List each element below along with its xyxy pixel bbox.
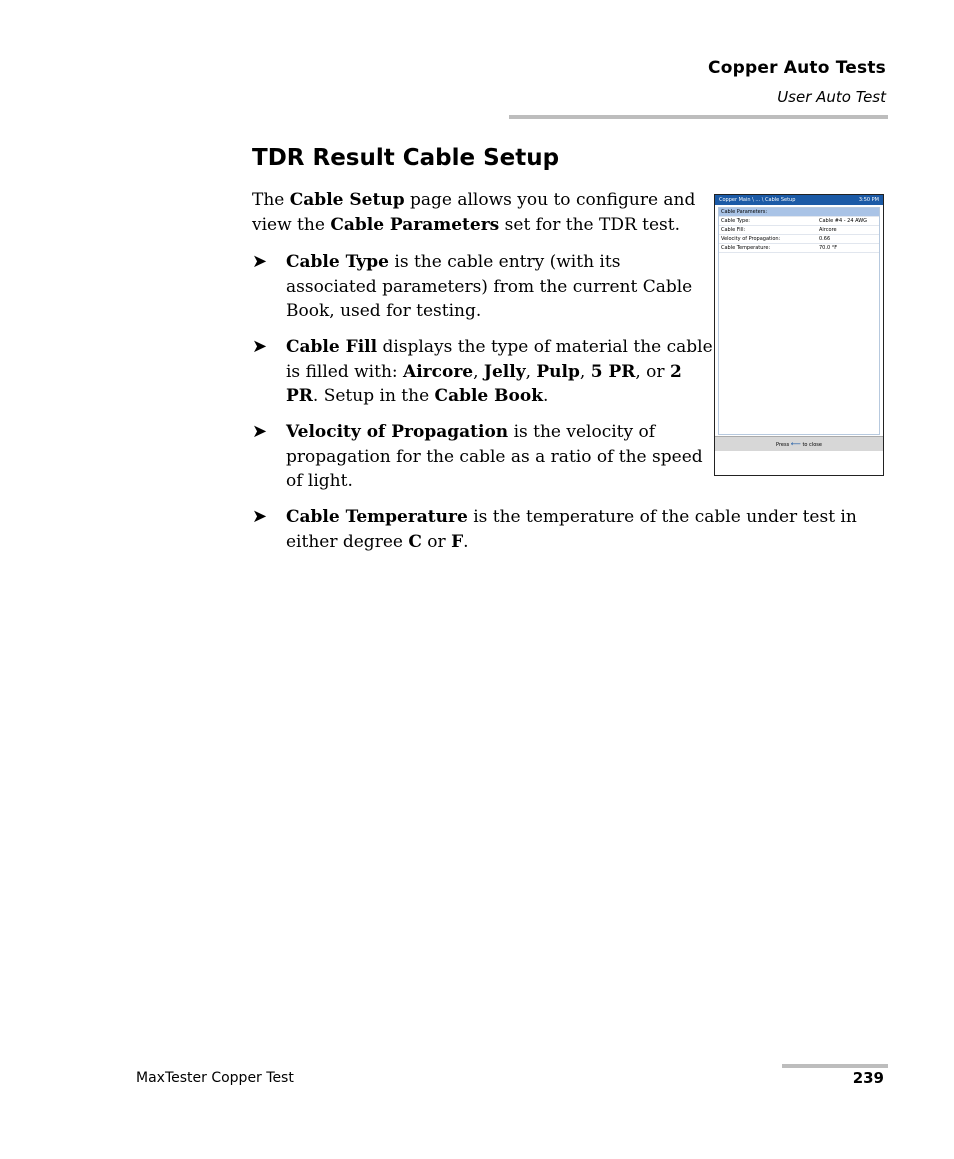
bullet-velocity: ➤ Velocity of Propagation is the velocity of propagation for the cable as a ratio of the speed of light. <box>252 421 703 491</box>
device-header-row: Cable Parameters: <box>719 208 879 217</box>
page-number: 239 <box>852 1069 884 1087</box>
header-title: Copper Auto Tests <box>708 58 886 78</box>
device-row: Cable Type: Cable #4 - 24 AWG <box>719 217 879 226</box>
device-row: Cable Temperature: 70.0 °F <box>719 244 879 253</box>
device-row: Cable Fill: Aircore <box>719 226 879 235</box>
back-arrow-icon: ⟵ <box>790 440 801 448</box>
arrow-bullet-icon: ➤ <box>252 421 268 442</box>
device-parameters-panel <box>718 207 880 435</box>
bullet-cable-type: ➤ Cable Type is the cable entry (with its associated parameters) from the current Cable Book, used for testing. <box>252 251 693 321</box>
device-row: Velocity of Propagation: 0.66 <box>719 235 879 244</box>
device-breadcrumb: Copper Main \ ... \ Cable Setup <box>719 197 796 203</box>
section-title: TDR Result Cable Setup <box>252 145 560 171</box>
arrow-bullet-icon: ➤ <box>252 251 268 272</box>
intro-paragraph: The Cable Setup page allows you to configure and view the Cable Parameters set for the TDR test. <box>252 190 696 235</box>
bullet-temperature: ➤ Cable Temperature is the temperature of the cable under test in either degree C or F. <box>252 506 857 552</box>
device-footer: Press ⟵ to close <box>715 436 883 451</box>
device-time: 3:50 PM <box>858 197 879 203</box>
arrow-bullet-icon: ➤ <box>252 506 268 527</box>
arrow-bullet-icon: ➤ <box>252 336 268 357</box>
device-screenshot <box>714 194 884 476</box>
header-rule <box>509 115 888 119</box>
bullet-cable-fill: ➤ Cable Fill displays the type of material the cable is filled with: Aircore, Jelly, Pulp, 5 PR, or 2 PR. Setup in the Cable Book. <box>252 336 713 406</box>
header-subtitle: User Auto Test <box>777 88 886 106</box>
footer-rule <box>782 1064 888 1068</box>
device-title-bar <box>715 195 883 205</box>
footer-doc-title: MaxTester Copper Test <box>136 1070 294 1086</box>
